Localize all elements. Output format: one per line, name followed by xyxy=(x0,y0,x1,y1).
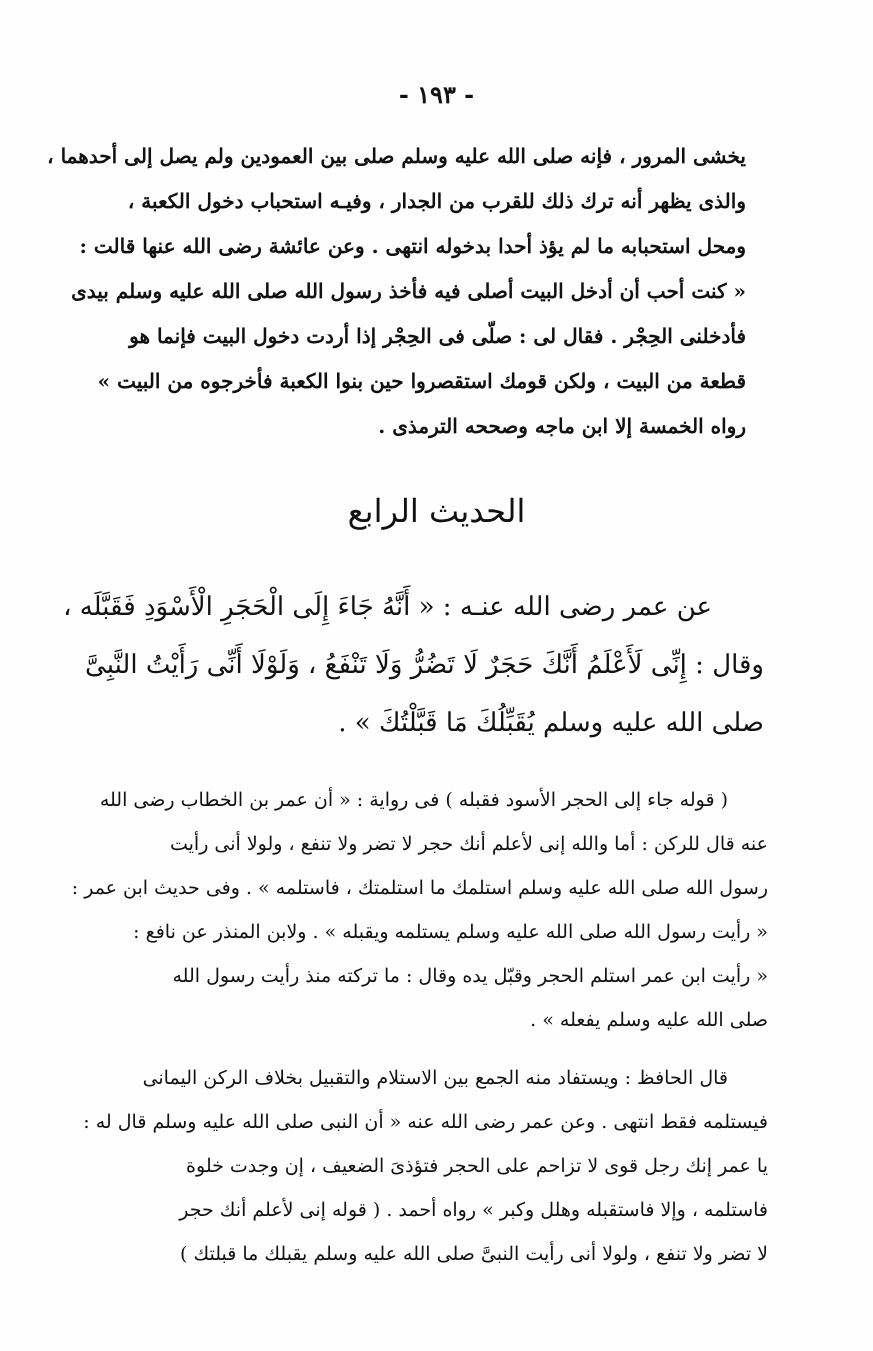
notes-section xyxy=(71,778,768,1276)
hadith-text xyxy=(63,578,764,752)
notes-line: صلى الله عليه وسلم يفعله » . xyxy=(530,1009,768,1031)
section-heading: الحديث الرابع xyxy=(347,492,526,530)
commentary-line: قطعة من البيت ، ولكن قومك استقصروا حين بنوا الكعبة فأخرجوه من البيت » xyxy=(97,369,746,393)
paragraph-gap xyxy=(132,1042,768,1056)
hadith-line: صلى الله عليه وسلم يُقَبِّلُكَ مَا قَبَّلْتُكَ » . xyxy=(338,708,764,738)
hadith-line: وقال : إِنِّى لَأَعْلَمُ أَنَّكَ حَجَرٌ لَا تَضُرُّ وَلَا تَنْفَعُ ، وَلَوْلَا أَنِّى رَأَيْتُ النَّبِىَّ xyxy=(85,650,764,680)
notes-line: فيستلمه فقط انتهى . وعن عمر رضى الله عنه « أن النبى صلى الله عليه وسلم قال له : xyxy=(83,1111,768,1133)
commentary-line: يخشى المرور ، فإنه صلى الله عليه وسلم صلى بين العمودين ولم يصل إلى أحدهما ، xyxy=(47,144,746,168)
hadith-line: عن عمر رضى الله عنـه : « أَنَّهُ جَاءَ إِلَى الْحَجَرِ الْأَسْوَدِ فَقَبَّلَه ، xyxy=(63,592,712,622)
notes-line: رسول الله صلى الله عليه وسلم استلمك ما استلمتك ، فاستلمه » . وفى حديث ابن عمر : xyxy=(71,877,768,899)
notes-line: فاستلمه ، وإلا فاستقبله وهلل وكبر » رواه أحمد . ( قوله إنى لأعلم أنك حجر xyxy=(179,1199,768,1221)
notes-line: ( قوله جاء إلى الحجر الأسود فقبله ) فى رواية : « أن عمر بن الخطاب رضى الله xyxy=(99,789,728,811)
commentary-line: ومحل استحبابه ما لم يؤذ أحدا بدخوله انتهى . وعن عائشة رضى الله عنها قالت : xyxy=(79,234,746,258)
notes-line: عنه قال للركن : أما والله إنى لأعلم أنك حجر لا تضر ولا تنفع ، ولولا أنى رأيت xyxy=(169,833,768,855)
commentary-line: « كنت أحب أن أدخل البيت أصلى فيه فأخذ رسول الله صلى الله عليه وسلم بيدى xyxy=(71,279,746,303)
commentary-line: فأدخلنى الحِجْر . فقال لى : صلّى فى الحِجْر إذا أردت دخول البيت فإنما هو xyxy=(129,324,746,348)
notes-line: لا تضر ولا تنفع ، ولولا أنى رأيت النبىَّ صلى الله عليه وسلم يقبلك ما قبلتك ) xyxy=(180,1243,768,1265)
top-commentary xyxy=(47,134,746,449)
notes-line: قال الحافظ : ويستفاد منه الجمع بين الاستلام والتقبيل بخلاف الركن اليمانى xyxy=(142,1067,728,1089)
commentary-line: رواه الخمسة إلا ابن ماجه وصححه الترمذى . xyxy=(378,414,746,438)
page-number: - ١٩٣ - xyxy=(398,80,475,109)
notes-line: « رأيت ابن عمر استلم الحجر وقبّل يده وقال : ما تركته منذ رأيت رسول الله xyxy=(172,965,768,987)
commentary-line: والذى يظهر أنه ترك ذلك للقرب من الجدار ، وفيـه استحباب دخول الكعبة ، xyxy=(127,189,746,213)
notes-line: يا عمر إنك رجل قوى لا تزاحم على الحجر فتؤذىَ الضعيف ، إن وجدت خلوة xyxy=(186,1155,768,1177)
notes-line: « رأيت رسول الله صلى الله عليه وسلم يستلمه ويقبله » . ولابن المنذر عن نافع : xyxy=(133,921,768,943)
